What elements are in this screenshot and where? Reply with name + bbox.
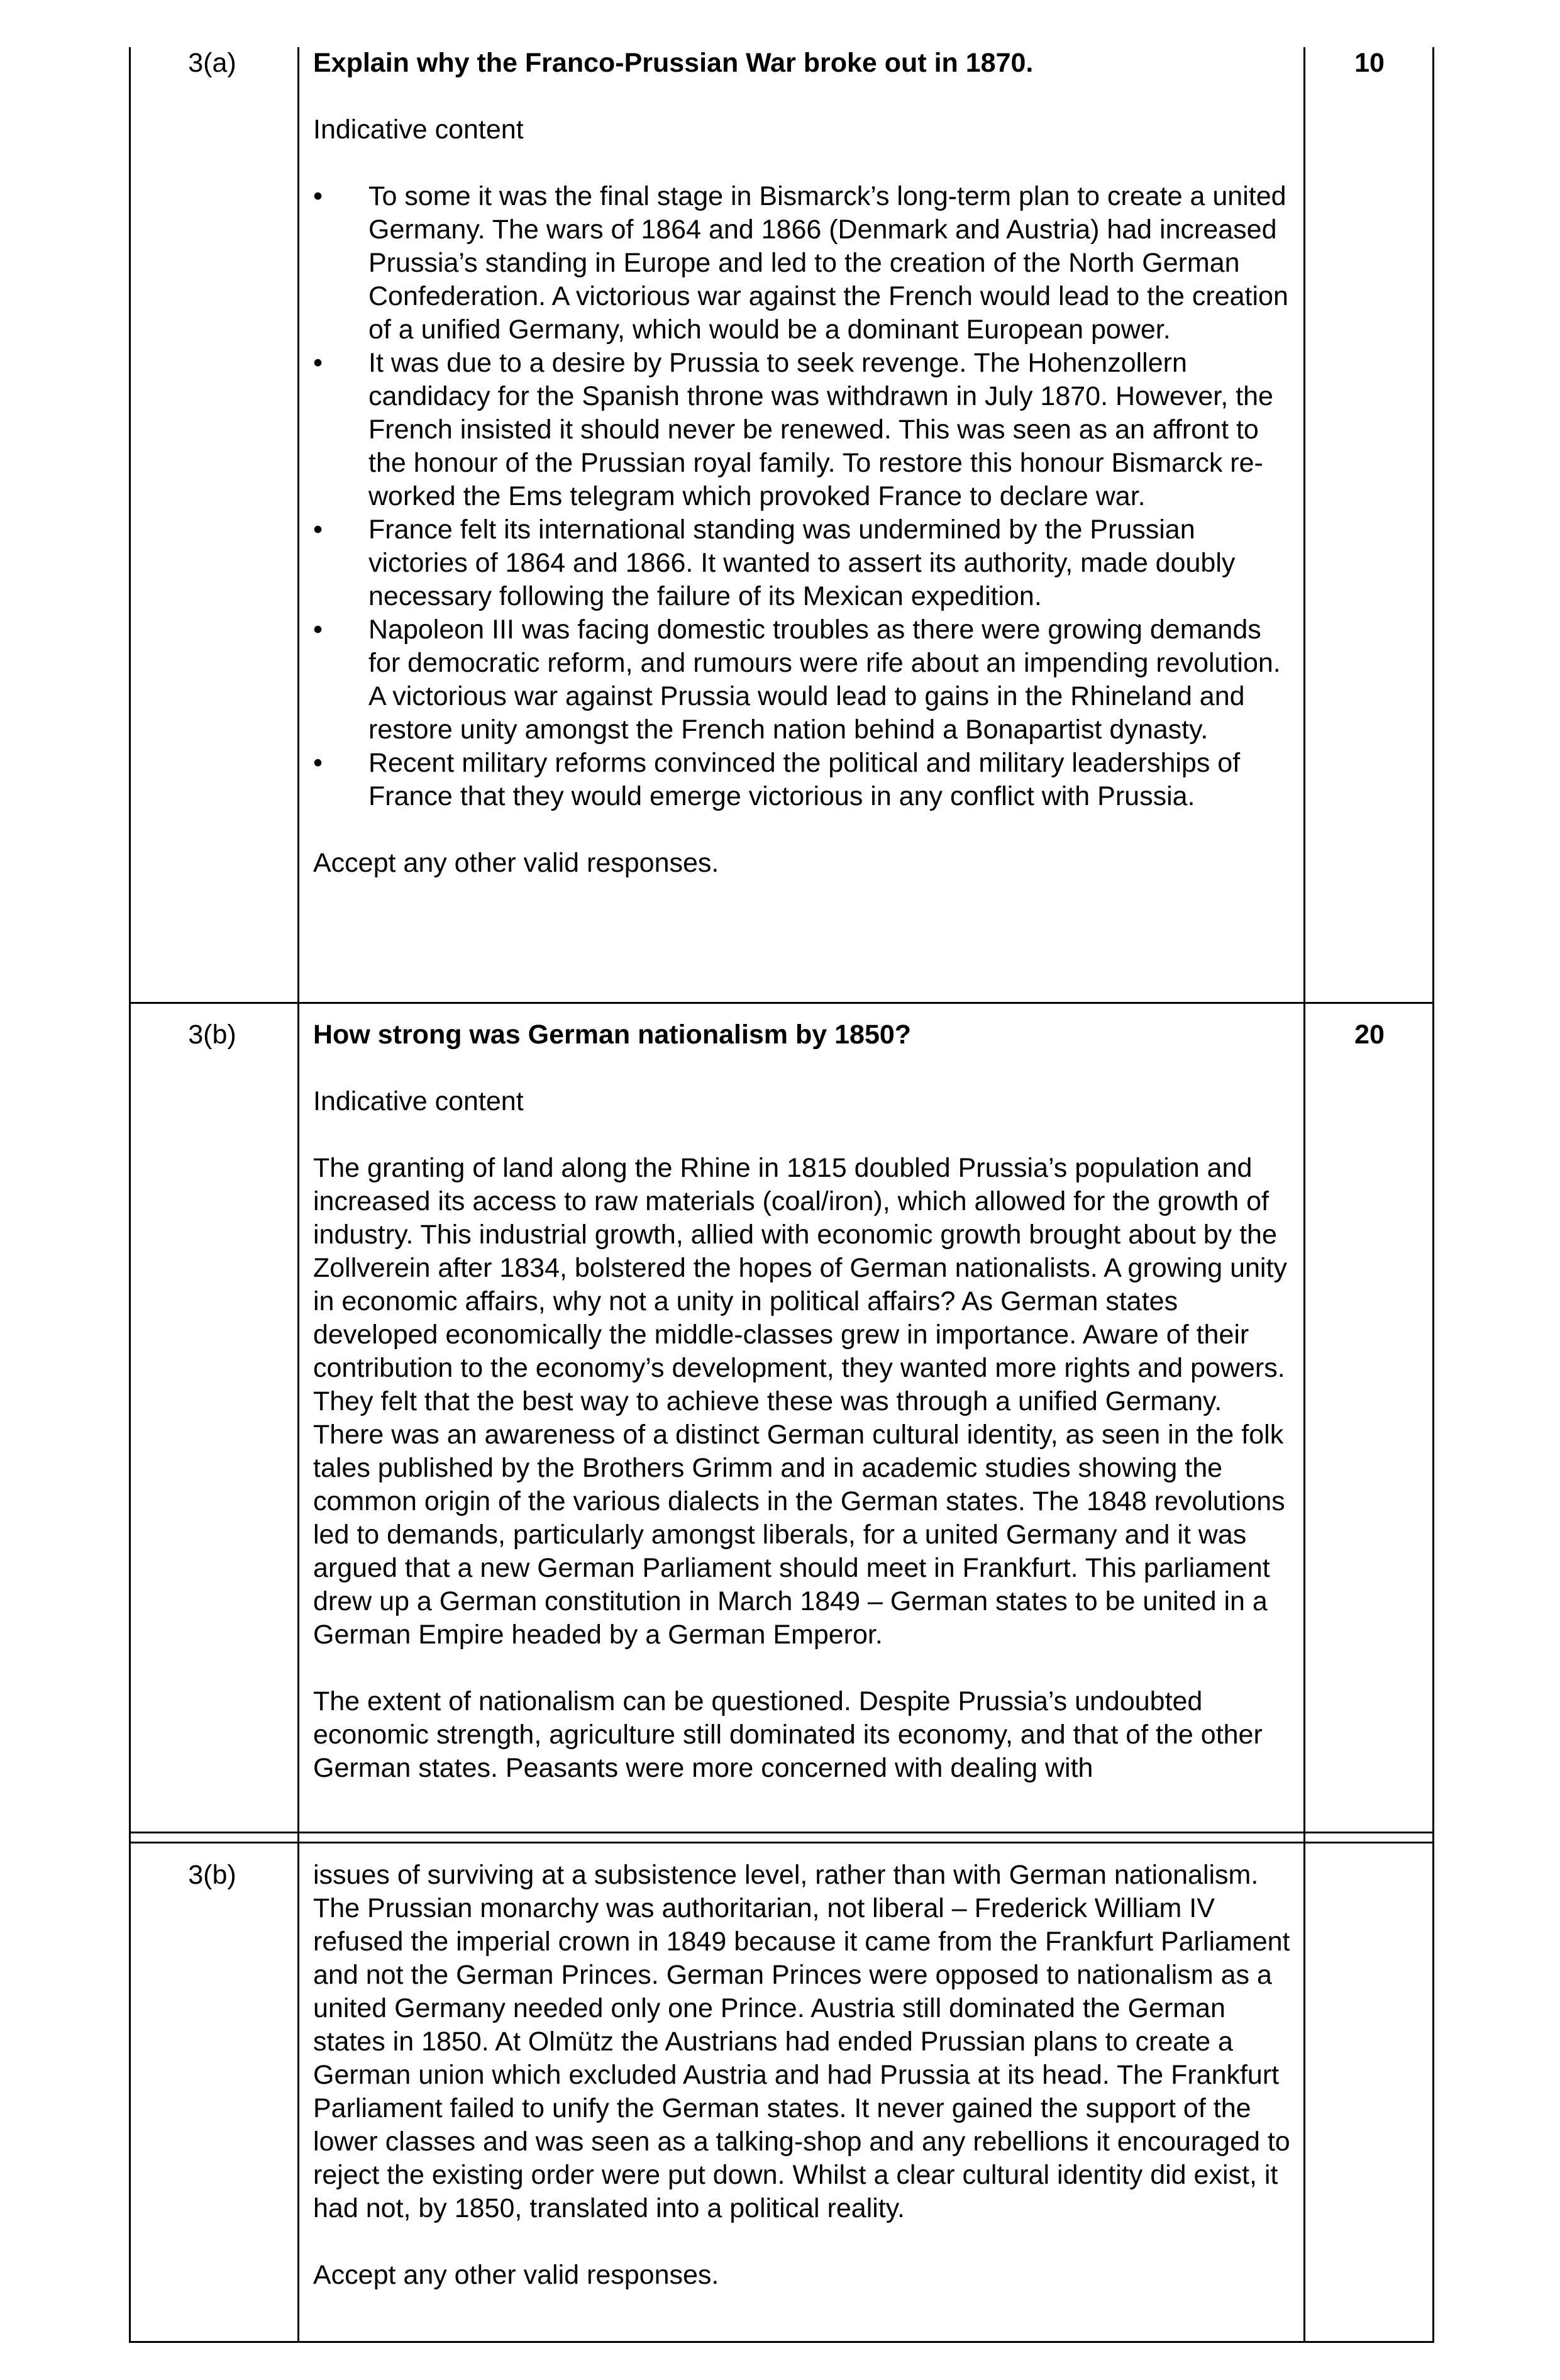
table-border-left [129, 47, 131, 2343]
question-3b-content [313, 1018, 1294, 1785]
answer-paragraph: issues of surviving at a subsistence level, rather than with German nationalism. The Prussian monarchy was authoritarian, not liberal – Frederick William IV refused the imperial crown in 1849 because it came from the Frankfurt Parliament and not the German Princes. German Princes were opposed to nationalism as a united Germany needed only one Prince. Austria still dominated the German states in 1850. At Olmütz the Austrians had ended Prussian plans to create a German union which excluded Austria and had Prussia at its head. The Frankfurt Parliament failed to unify the German states. It never gained the support of the lower classes and was seen as a talking-shop and any rebellions it encouraged to reject the existing order were put down. Whilst a clear cultural identity did exist, it had not, by 1850, translated into a political reality. [313, 1860, 1290, 2223]
page-break-line-bottom [129, 1842, 1434, 1843]
question-number: 3(b) [188, 1020, 236, 1050]
indicative-content-label: Indicative content [313, 1086, 524, 1116]
column-divider-marks [1303, 47, 1305, 2343]
bullet-item: • Recent military reforms convinced the political and military leaderships of France that they would emerge victorious in any conflict with Prussia. [313, 747, 1294, 813]
page-break-line-top [129, 1832, 1434, 1833]
bullet-item: • Napoleon III was facing domestic troubles as there were growing demands for democratic reform, and rumours were rife about an impending revolution. A victorious war against Prussia would lead to gains in the Rhineland and restore unity amongst the French nation behind a Bonapartist dynasty. [313, 613, 1294, 747]
question-title: Explain why the Franco-Prussian War broke out in 1870. [313, 48, 1034, 78]
question-3a-content [313, 47, 1294, 880]
bullet-list [313, 180, 1294, 813]
indicative-content-label: Indicative content [313, 114, 524, 145]
question-number: 3(b) [188, 1860, 236, 1890]
answer-paragraph: The extent of nationalism can be questioned. Despite Prussia’s undoubted economic strength, agriculture still dominated its economy, and that of the other German states. Peasants were more concerned with dealing with [313, 1686, 1263, 1783]
accept-note: Accept any other valid responses. [313, 848, 719, 878]
question-title: How strong was German nationalism by 1850? [313, 1020, 912, 1050]
marks-value: 10 [1354, 48, 1385, 78]
bullet-item: • To some it was the final stage in Bismarck’s long-term plan to create a united Germany. The wars of 1864 and 1866 (Denmark and Austria) had increased Prussia’s standing in Europe and led to the creation of the North German Confederation. A victorious war against the French would lead to the creation of a unified Germany, which would be a dominant European power. [313, 180, 1294, 347]
column-divider-question [297, 47, 299, 2343]
marks-value: 20 [1354, 1020, 1385, 1050]
table-border-bottom [129, 2341, 1434, 2343]
question-number: 3(a) [188, 48, 236, 78]
bullet-item: • France felt its international standing was undermined by the Prussian victories of 1864 and 1866. It wanted to assert its authority, made doubly necessary following the failure of its Mexican expedition. [313, 513, 1294, 613]
table-border-right [1432, 47, 1434, 2343]
row-divider [129, 1002, 1434, 1004]
question-3b-continued-content [313, 1859, 1294, 2292]
accept-note: Accept any other valid responses. [313, 2260, 719, 2290]
bullet-item: • It was due to a desire by Prussia to seek revenge. The Hohenzollern candidacy for the Spanish throne was withdrawn in July 1870. However, the French insisted it should never be renewed. This was seen as an affront to the honour of the Prussian royal family. To restore this honour Bismarck re-worked the Ems telegram which provoked France to declare war. [313, 347, 1294, 513]
answer-paragraph: The granting of land along the Rhine in 1815 doubled Prussia’s population and increased its access to raw materials (coal/iron), which allowed for the growth of industry. This industrial growth, allied with economic growth brought about by the Zollverein after 1834, bolstered the hopes of German nationalists. A growing unity in economic affairs, why not a unity in political affairs? As German states developed economically the middle-classes grew in importance. Aware of their contribution to the economy’s development, they wanted more rights and powers. They felt that the best way to achieve these was through a unified Germany. There was an awareness of a distinct German cultural identity, as seen in the folk tales published by the Brothers Grimm and in academic studies showing the common origin of the various dialects in the German states. The 1848 revolutions led to demands, particularly amongst liberals, for a united Germany and it was argued that a new German Parliament should meet in Frankfurt. This parliament drew up a German constitution in March 1849 – German states to be united in a German Empire headed by a German Emperor. [313, 1153, 1287, 1650]
